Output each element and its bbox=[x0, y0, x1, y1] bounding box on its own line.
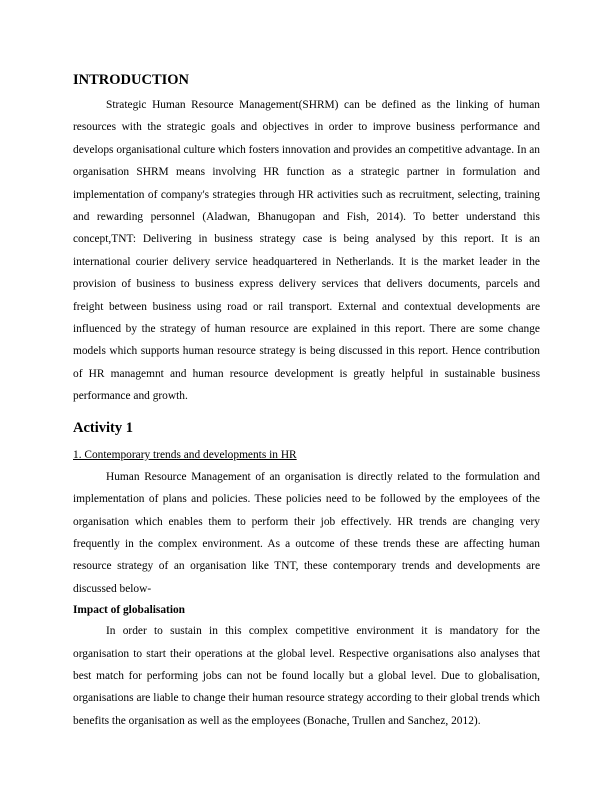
contemporary-trends-paragraph: Human Resource Management of an organisation is directly related to the formulation and implementation of plans and policies. These policies need to be followed by the employees of the organisation which enables them to perform their job effectively. HR trends are changing very frequently in the complex environment. As a outcome of these trends these are affecting human resource strategy of an organisation like TNT, these contemporary trends and developments are discussed below- bbox=[73, 470, 540, 595]
globalisation-paragraph: In order to sustain in this complex competitive environment it is mandatory for the organisation to start their operations at the global level. Respective organisations also analyses that best match for performing jobs can not be found locally but a global level. Due to globalisation, organisations are liable to change their human resource strategy according to their global trends which benefits the organisation as well as the employees (Bonache, Trullen and Sanchez, 2012). bbox=[73, 625, 540, 727]
activity-1-heading: Activity 1 bbox=[73, 419, 133, 436]
introduction-paragraph: Strategic Human Resource Management(SHRM) can be defined as the linking of human resources with the strategic goals and objectives in order to improve business performance and develops organisational culture which fosters innovation and provides an competitive advantage. In an organisation SHRM means involving HR function as a strategic partner in formulation and implementation of company's strategies through HR activities such as recruitment, selecting, training and rewarding personnel (Aladwan, Bhanugopan and Fish, 2014). To better understand this concept,TNT: Delivering in business strategy case is being analysed by this report. It is an international courier delivery service headquartered in Netherlands. It is the market leader in the provision of business to business express delivery services that delivers documents, parcels and freight between business using road or rail transport. External and contextual developments are influenced by the strategy of human resource are explained in this report. There are some change models which supports human resource strategy is being discussed in this report. Hence contribution of HR managemnt and human resource development is greatly helpful in sustainable business performance and growth. bbox=[73, 99, 540, 403]
contemporary-trends-subheading: 1. Contemporary trends and developments in HR bbox=[73, 448, 297, 461]
introduction-heading: INTRODUCTION bbox=[73, 72, 190, 88]
document-page bbox=[73, 70, 540, 732]
globalisation-heading: Impact of globalisation bbox=[73, 604, 186, 617]
